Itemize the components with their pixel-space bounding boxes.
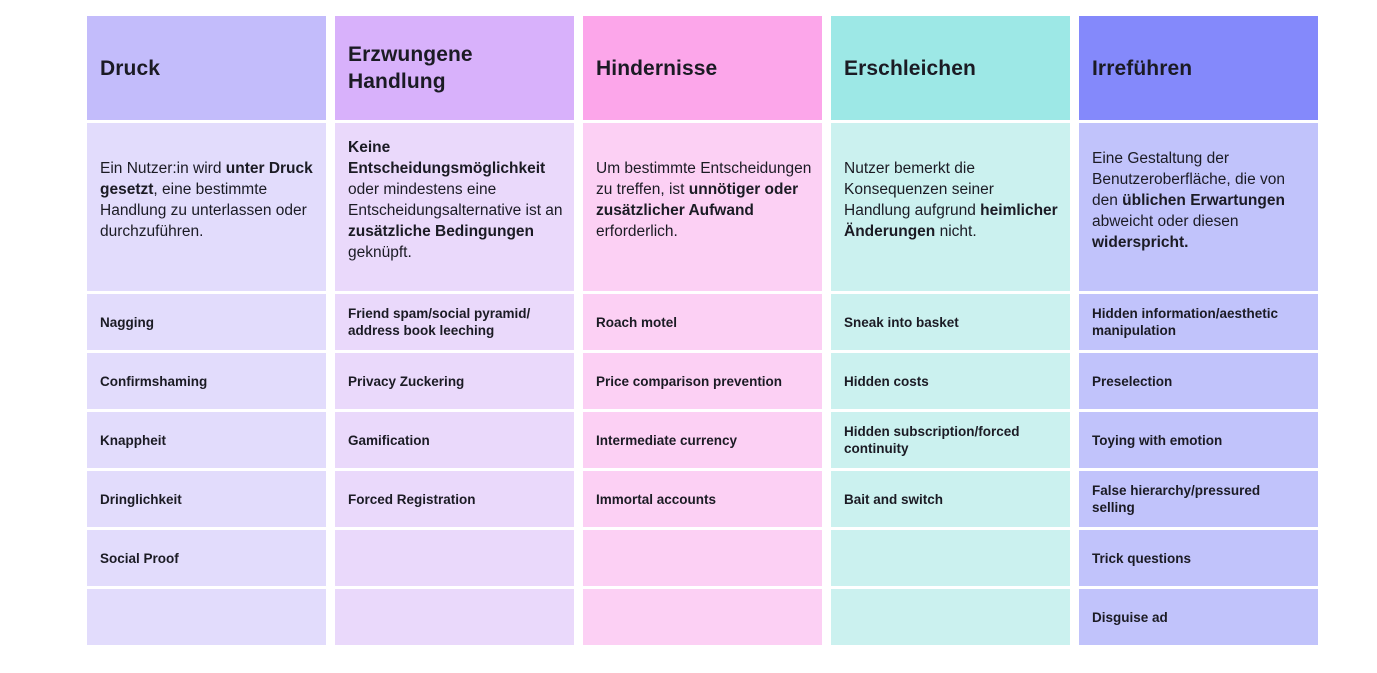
pattern-item-empty [831,589,1070,645]
description-segment: geknüpft. [348,244,412,261]
pattern-item: Knappheit [87,412,326,468]
column-irrefuehren [1079,16,1318,645]
pattern-item-empty [87,589,326,645]
pattern-item: Hidden subscription/forced continuity [831,412,1070,468]
column-header: Druck [87,16,326,120]
column-header: Irreführen [1079,16,1318,120]
description-emphasis: widerspricht. [1092,233,1189,251]
description-segment: Nutzer bemerkt die Konsequenzen seiner Handlung aufgrund [844,160,994,219]
pattern-item: Trick questions [1079,530,1318,586]
description-segment: Um bestimmte Entscheidungen zu treffen, ist [596,160,812,198]
column-header: Hindernisse [583,16,822,120]
description-segment: nicht. [935,223,977,240]
description-emphasis: heimlicher Änderungen [844,202,1058,240]
description-text [100,158,318,242]
description-text [1092,148,1310,253]
pattern-item: Dringlichkeit [87,471,326,527]
column-description [831,123,1070,291]
description-emphasis: unter Druck gesetzt [100,160,313,198]
description-segment: , eine bestimmte Handlung zu unterlassen oder durchzuführen. [100,181,307,240]
pattern-item: Sneak into basket [831,294,1070,350]
pattern-item: Intermediate currency [583,412,822,468]
description-emphasis: üblichen Erwartungen [1122,191,1285,209]
description-segment: Ein Nutzer:in wird [100,160,226,177]
column-hindernisse [583,16,822,645]
description-emphasis: Keine Entscheidungsmöglichkeit [348,139,546,177]
pattern-item: Roach motel [583,294,822,350]
pattern-item: Disguise ad [1079,589,1318,645]
column-header: Erzwungene Handlung [335,16,574,120]
pattern-item: False hierarchy/pressured selling [1079,471,1318,527]
description-text [844,158,1062,242]
pattern-item-empty [831,530,1070,586]
column-description [87,123,326,291]
column-erschleichen [831,16,1070,645]
pattern-item-empty [335,530,574,586]
column-erzwungene-handlung [335,16,574,645]
pattern-item: Preselection [1079,353,1318,409]
column-druck [87,16,326,645]
pattern-item: Confirmshaming [87,353,326,409]
pattern-item: Nagging [87,294,326,350]
description-emphasis: unnötiger oder zusätzlicher Aufwand [596,181,799,219]
description-segment: abweicht oder diesen [1092,212,1239,230]
description-text [348,137,566,263]
column-description [583,123,822,291]
description-emphasis: zusätzliche Bedingungen [348,223,535,240]
dark-pattern-table [87,16,1318,645]
pattern-item: Toying with emotion [1079,412,1318,468]
column-description [335,123,574,291]
pattern-item: Privacy Zuckering [335,353,574,409]
pattern-item: Bait and switch [831,471,1070,527]
pattern-item: Forced Registration [335,471,574,527]
description-segment: oder mindestens eine Entscheidungsalternative ist an [348,181,563,219]
pattern-item: Hidden information/aesthetic manipulation [1079,294,1318,350]
pattern-item: Gamification [335,412,574,468]
pattern-item: Hidden costs [831,353,1070,409]
pattern-item: Friend spam/social pyramid/ address book leeching [335,294,574,350]
description-text [596,158,814,242]
pattern-item: Immortal accounts [583,471,822,527]
pattern-item: Price comparison prevention [583,353,822,409]
column-header: Erschleichen [831,16,1070,120]
pattern-item-empty [583,530,822,586]
pattern-item-empty [335,589,574,645]
column-description [1079,123,1318,291]
description-segment: erforderlich. [596,223,678,240]
description-segment: Eine Gestaltung der Benutzeroberfläche, die von den [1092,149,1286,209]
pattern-item-empty [583,589,822,645]
pattern-item: Social Proof [87,530,326,586]
